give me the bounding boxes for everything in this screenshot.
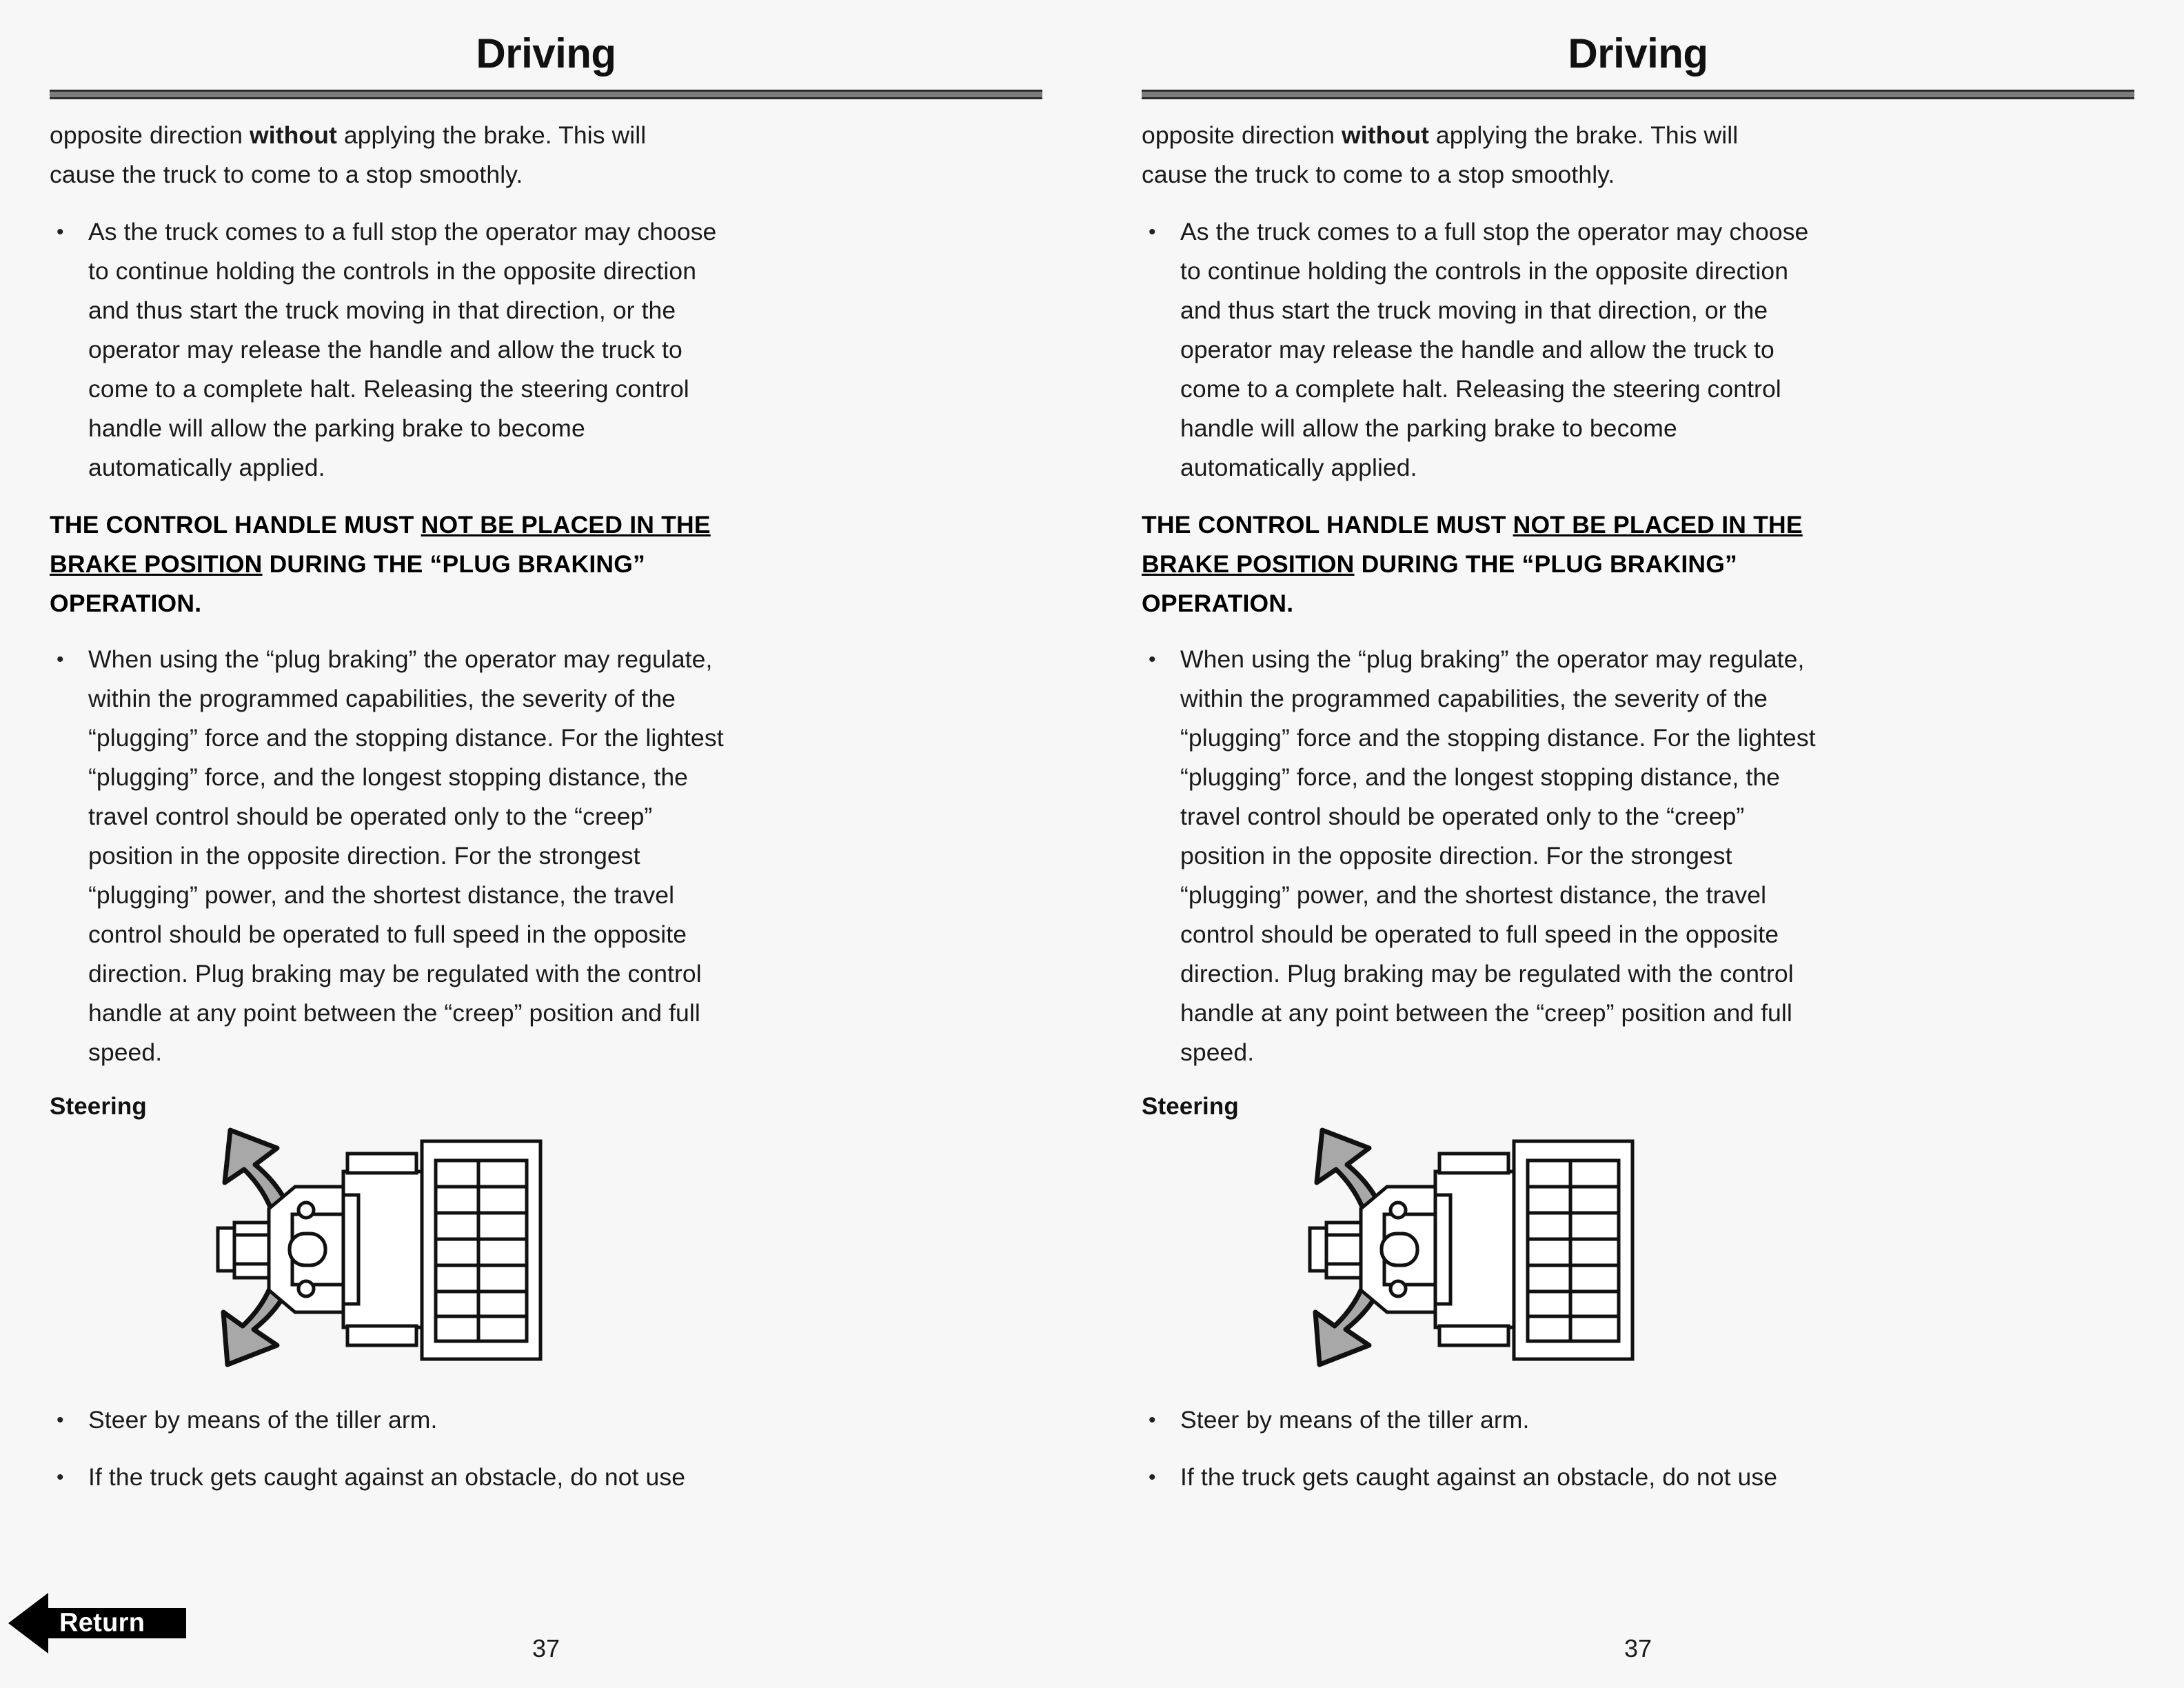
list-item-line: “plugging” force, and the longest stopping distance, the	[1180, 763, 1781, 791]
warning-heading-line: THE CONTROL HANDLE MUST NOT BE PLACED IN THE	[1142, 511, 1803, 539]
list-item-line: within the programmed capabilities, the severity of the	[1180, 685, 1768, 712]
truck-chassis-shape	[1361, 1154, 1518, 1345]
list-item-line: within the programmed capabilities, the severity of the	[88, 685, 676, 712]
page-body	[50, 116, 1042, 1497]
list-item	[50, 640, 1042, 1072]
list-item-line: handle at any point between the “creep” position and full	[1180, 999, 1792, 1027]
list-item-line: direction. Plug braking may be regulated with the control	[88, 960, 702, 987]
page-title: Driving	[476, 30, 616, 77]
list-item-line: handle will allow the parking brake to become	[88, 414, 585, 442]
page-number: 37	[1624, 1634, 1652, 1662]
load-fork-carriage-shape	[1514, 1141, 1632, 1359]
list-item-line: travel control should be operated only to the “creep”	[88, 803, 653, 830]
return-button[interactable]	[6, 1591, 190, 1655]
steering-heading: Steering	[50, 1093, 147, 1120]
load-fork-carriage-shape	[422, 1141, 540, 1359]
steering-illustration-svg	[50, 1105, 1042, 1388]
bullet-marker-icon: •	[1149, 648, 1156, 671]
list-item-line: travel control should be operated only to the “creep”	[1180, 803, 1745, 830]
bullet-marker-icon: •	[1149, 1466, 1156, 1489]
list-item-line: “plugging” force and the stopping distance. For the lightest	[1180, 724, 1816, 752]
list-item-line: “plugging” force, and the longest stopping distance, the	[88, 763, 689, 791]
list-item-text: If the truck gets caught against an obstacle, do not use	[1180, 1463, 1778, 1491]
list-item-line: come to a complete halt. Releasing the steering control	[88, 375, 689, 403]
list-item-line: operator may release the handle and allow the truck to	[88, 336, 682, 363]
list-item-line: When using the “plug braking” the operator may regulate,	[1180, 645, 1805, 673]
list-item-line: to continue holding the controls in the opposite direction	[88, 257, 697, 285]
list-item-line: “plugging” power, and the shortest distance, the travel	[88, 881, 675, 909]
bullet-marker-icon: •	[57, 221, 64, 243]
lead-paragraph-line: cause the truck to come to a stop smoothly.	[50, 161, 523, 188]
tail-list	[1142, 1400, 2134, 1497]
bullet-marker-icon: •	[57, 648, 64, 671]
list-item-line: “plugging” force and the stopping distance. For the lightest	[88, 724, 724, 752]
list-item-line: As the truck comes to a full stop the operator may choose	[1180, 218, 1809, 245]
list-item	[1142, 1400, 2134, 1440]
list-item-line: When using the “plug braking” the operator may regulate,	[88, 645, 713, 673]
lead-paragraph	[1142, 116, 2134, 194]
list-item-text: Steer by means of the tiller arm.	[88, 1406, 438, 1434]
warning-heading	[50, 505, 1042, 623]
page-title: Driving	[1568, 30, 1708, 77]
list-item	[1142, 1458, 2134, 1497]
tail-list	[50, 1400, 1042, 1497]
list-item	[1142, 212, 2134, 488]
warning-heading-line: THE CONTROL HANDLE MUST NOT BE PLACED IN THE	[50, 511, 711, 539]
bullet-marker-icon: •	[57, 1466, 64, 1489]
list-item-text	[1180, 212, 2134, 488]
list-item-line: to continue holding the controls in the opposite direction	[1180, 257, 1789, 285]
steering-heading: Steering	[1142, 1093, 1239, 1120]
title-divider-bar	[1142, 90, 2134, 99]
list-item-line: and thus start the truck moving in that direction, or the	[88, 297, 676, 324]
list-item	[1142, 640, 2134, 1072]
list-item-line: come to a complete halt. Releasing the steering control	[1180, 375, 1781, 403]
return-button-label: Return	[59, 1608, 145, 1638]
list-item-text: Steer by means of the tiller arm.	[1180, 1406, 1530, 1434]
list-item	[50, 212, 1042, 488]
warning-heading-line: BRAKE POSITION DURING THE “PLUG BRAKING”	[1142, 550, 1737, 578]
list-item-line: automatically applied.	[1180, 454, 1417, 481]
list-item-line: control should be operated to full speed in the opposite	[1180, 921, 1779, 948]
list-item-line: “plugging” power, and the shortest distance, the travel	[1180, 881, 1767, 909]
list-item-line: direction. Plug braking may be regulated with the control	[1180, 960, 1794, 987]
list-item-text	[88, 212, 1042, 488]
return-arrow-icon	[6, 1591, 190, 1655]
list-item-line: handle will allow the parking brake to become	[1180, 414, 1677, 442]
list-item	[50, 1458, 1042, 1497]
document-page-right	[1092, 0, 2184, 1688]
warning-heading-line: OPERATION.	[50, 590, 202, 617]
page-number: 37	[532, 1634, 560, 1662]
lead-paragraph-line: cause the truck to come to a stop smoothly.	[1142, 161, 1615, 188]
list-item-line: speed.	[88, 1038, 163, 1066]
list-item-line: and thus start the truck moving in that direction, or the	[1180, 297, 1768, 324]
list-item-text: If the truck gets caught against an obstacle, do not use	[88, 1463, 686, 1491]
steering-illustration	[50, 1105, 1042, 1388]
steering-illustration	[1142, 1105, 2134, 1388]
list-item-line: position in the opposite direction. For the strongest	[88, 842, 640, 870]
warning-heading-line: OPERATION.	[1142, 590, 1294, 617]
list-item	[50, 1400, 1042, 1440]
list-item-line: position in the opposite direction. For the strongest	[1180, 842, 1732, 870]
page-body	[1142, 116, 2134, 1497]
list-item-line: speed.	[1180, 1038, 1255, 1066]
list-item-text	[1180, 640, 2134, 1072]
list-item-line: control should be operated to full speed in the opposite	[88, 921, 687, 948]
warning-heading	[1142, 505, 2134, 623]
truck-chassis-shape	[269, 1154, 426, 1345]
steering-illustration-svg	[1142, 1105, 2134, 1388]
lead-paragraph	[50, 116, 1042, 194]
title-divider-bar	[50, 90, 1042, 99]
bullet-marker-icon: •	[57, 1409, 64, 1431]
list-item-line: operator may release the handle and allow the truck to	[1180, 336, 1775, 363]
bullet-marker-icon: •	[1149, 1409, 1156, 1431]
list-item-line: As the truck comes to a full stop the operator may choose	[88, 218, 717, 245]
warning-heading-line: BRAKE POSITION DURING THE “PLUG BRAKING”	[50, 550, 645, 578]
title-divider	[50, 90, 1042, 101]
lead-paragraph-line: opposite direction without applying the brake. This will	[1142, 121, 1739, 149]
bullet-marker-icon: •	[1149, 221, 1156, 243]
lead-paragraph-line: opposite direction without applying the brake. This will	[50, 121, 647, 149]
title-divider	[1142, 90, 2134, 101]
list-item-line: handle at any point between the “creep” position and full	[88, 999, 700, 1027]
list-item-text	[88, 640, 1042, 1072]
list-item-line: automatically applied.	[88, 454, 325, 481]
